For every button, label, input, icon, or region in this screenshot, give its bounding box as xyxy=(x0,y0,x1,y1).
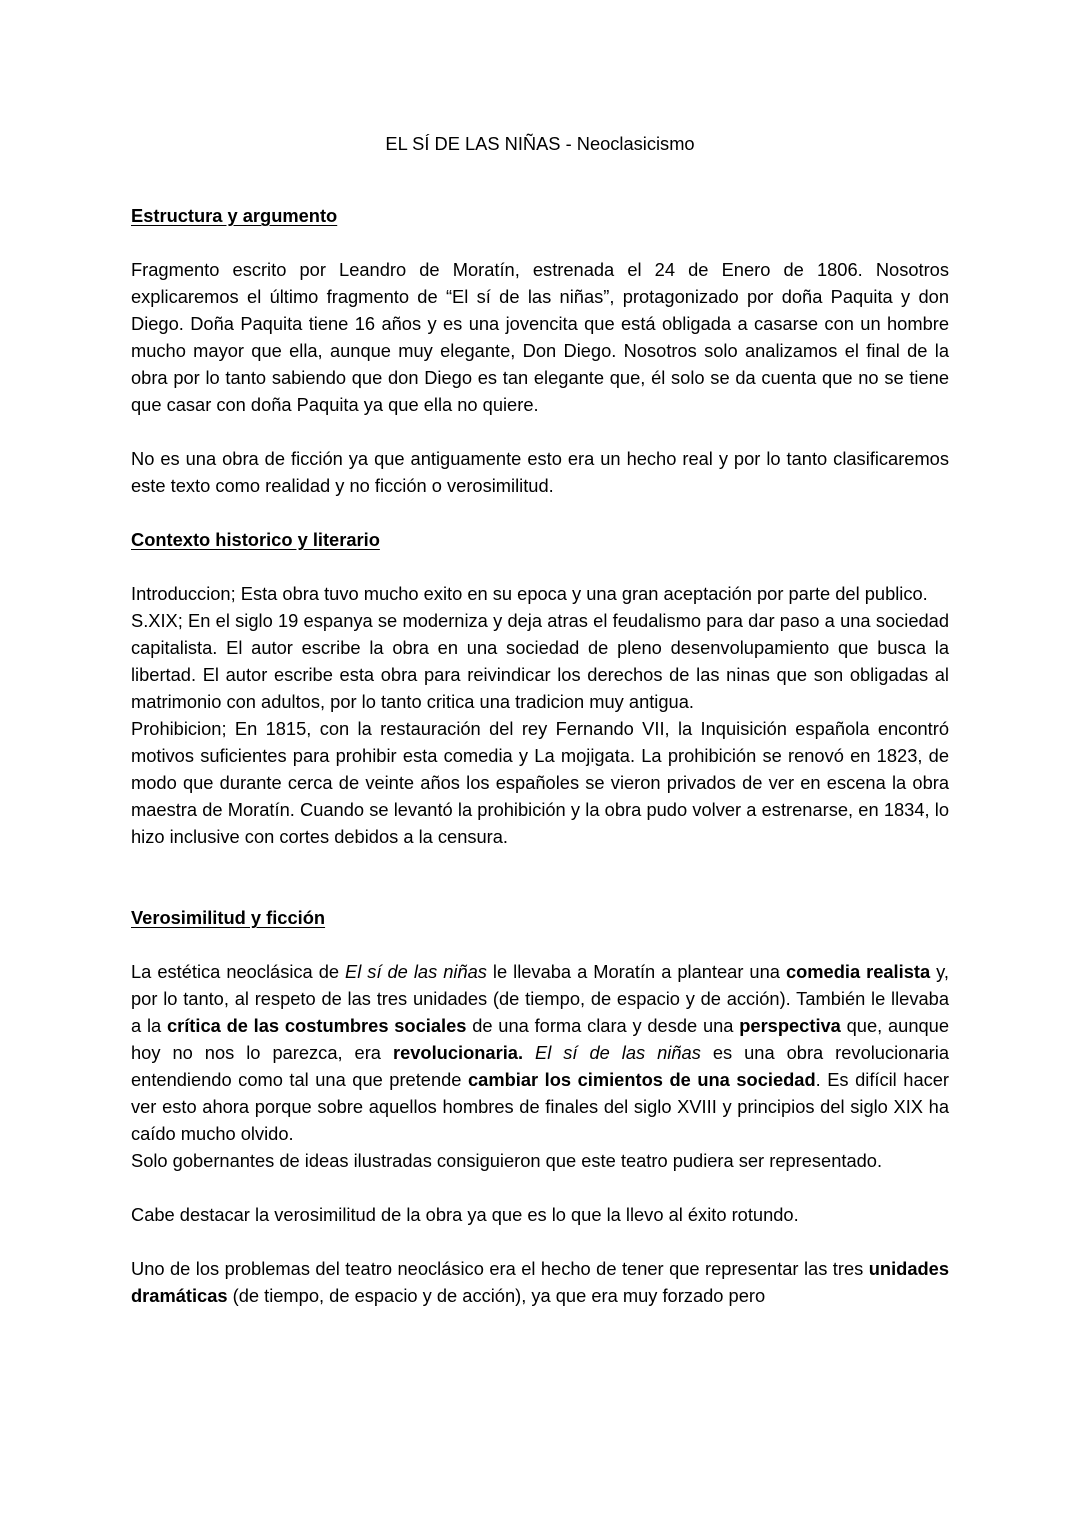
paragraph-ficcion: No es una obra de ficción ya que antiguamente esto era un hecho real y por lo tanto clasificaremos este texto como realidad y no ficción o verosimilitud. xyxy=(131,448,949,496)
section-heading-contexto: Contexto historico y literario xyxy=(131,529,380,550)
paragraph-argumento: Fragmento escrito por Leandro de Moratín, estrenada el 24 de Enero de 1806. Nosotros explicaremos el último fragmento de “El sí de las niñas”, protagonizado por doña Paquita y don Diego. Doña Paquita tiene 16 años y es una jovencita que está obligada a casarse con un hombre mucho mayor que ella, aunque muy elegante, Don Diego. Nosotros solo analizamos el final de la obra por lo tanto sabiendo que don Diego es tan elegante que, él solo se da cuenta que no se tiene que casar con doña Paquita ya que ella no quiere. xyxy=(131,259,949,415)
paragraph-exito: Cabe destacar la verosimilitud de la obra ya que es lo que la llevo al éxito rotundo. xyxy=(131,1204,799,1225)
paragraph-siglo-xix: S.XIX; En el siglo 19 espanya se moderniza y deja atras el feudalismo para dar paso a una sociedad capitalista. El autor escribe la obra en una sociedad de pleno desenvolupamiento que busca la libertad. El autor escribe esta obra para reivindicar los derechos de las ninas que son obligadas al matrimonio con adultos, por lo tanto critica una tradicion muy antigua. xyxy=(131,610,949,712)
paragraph-estetica: La estética neoclásica de El sí de las niñas le llevaba a Moratín a plantear una comedia realista y, por lo tanto, al respeto de las tres unidades (de tiempo, de espacio y de acción). También le llevaba a la crítica de las costumbres sociales de una forma clara y desde una perspectiva que, aunque hoy no nos lo parezca, era revolucionaria. El sí de las niñas es una obra revolucionaria entendiendo como tal una que pretende cambiar los cimientos de una sociedad. Es difícil hacer ver esto ahora porque sobre aquellos hombres de finales del siglo XVIII y principios del siglo XIX ha caído mucho olvido. xyxy=(131,961,950,1144)
paragraph-unidades: Uno de los problemas del teatro neoclásico era el hecho de tener que representar las tres unidades dramáticas (de tiempo, de espacio y de acción), ya que era muy forzado pero xyxy=(131,1258,949,1306)
section-heading-estructura: Estructura y argumento xyxy=(131,205,338,226)
section-heading-verosimilitud: Verosimilitud y ficción xyxy=(131,907,326,928)
paragraph-prohibicion: Prohibicion; En 1815, con la restauración del rey Fernando VII, la Inquisición española encontró motivos suficientes para prohibir esta comedia y La mojigata. La prohibición se renovó en 1823, de modo que durante cerca de veinte años los españoles se vieron privados de ver en escena la obra maestra de Moratín. Cuando se levantó la prohibición y la obra pudo volver a estrenarse, en 1834, lo hizo inclusive con cortes debidos a la censura. xyxy=(131,718,949,847)
document-page xyxy=(131,127,949,1309)
paragraph-gobernantes: Solo gobernantes de ideas ilustradas consiguieron que este teatro pudiera ser representado. xyxy=(131,1150,883,1171)
document-title: EL SÍ DE LAS NIÑAS - Neoclasicismo xyxy=(385,133,695,154)
paragraph-introduccion: Introduccion; Esta obra tuvo mucho exito en su epoca y una gran aceptación por parte del publico. xyxy=(131,583,928,604)
